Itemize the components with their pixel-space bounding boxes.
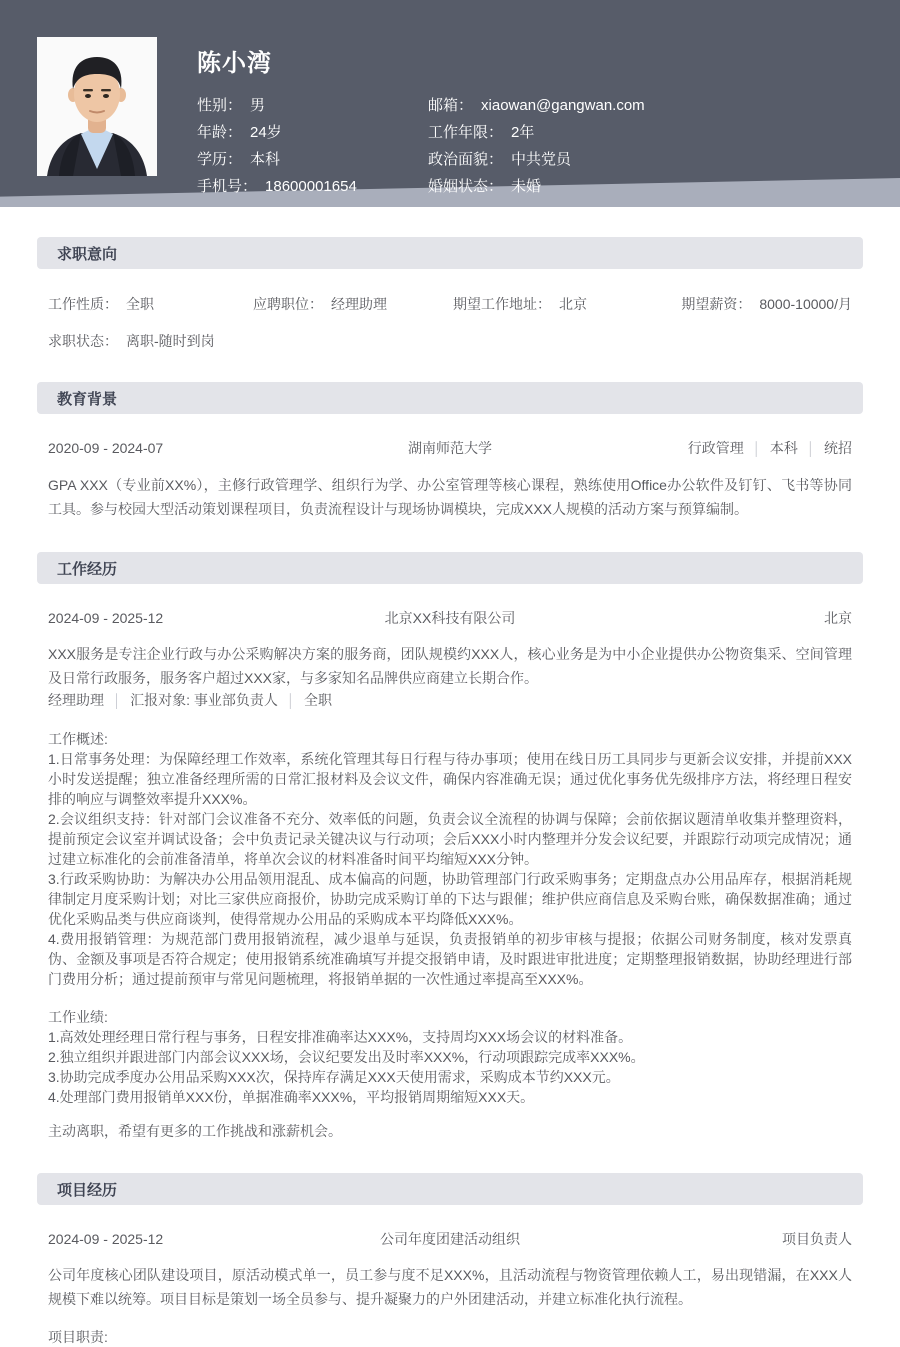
work-result-item: 1.高效处理经理日常行程与事务，日程安排准确率达XXX%，支持周均XXX场会议的材料准备。 — [48, 1029, 633, 1045]
info-work-years: 工作年限： 2年 — [428, 124, 535, 141]
work-overview-item: 2.会议组织支持：针对部门会议准备不充分、效率低的问题，负责会议全流程的协调与保障；会前依据议题清单收集并整理资料，提前预定会议室并调试设备；会中负责记录关键决议与行动项；会后XXX小时内整理并分发会议纪要，并跟踪行动项完成情况；通过建立标准化的会前准备清单，将单次会议的材料准备时间平均缩短XXX分钟。 — [48, 811, 852, 867]
project-name: 公司年度团建活动组织 — [380, 1231, 520, 1247]
section-project-bar — [37, 1173, 863, 1205]
work-results-heading: 工作业绩: — [48, 1009, 108, 1025]
section-job-intention-bar — [37, 237, 863, 269]
education-period: 2020-09 - 2024-07 — [48, 440, 164, 456]
info-political-status: 政治面貌： 中共党员 — [428, 151, 572, 168]
work-result-item: 3.协助完成季度办公用品采购XXX次，保持库存满足XXX天使用需求，采购成本节约XXX元。 — [48, 1069, 620, 1085]
info-degree: 学历： 本科 — [197, 151, 281, 168]
profile-photo — [37, 37, 157, 176]
work-result-item: 2.独立组织并跟进部门内部会议XXX场，会议纪要发出及时率XXX%，行动项跟踪完成率XXX%。 — [48, 1049, 645, 1065]
info-phone: 手机号： 18600001654 — [197, 178, 357, 195]
education-school: 湖南师范大学 — [408, 440, 492, 456]
project-entry-row — [48, 1229, 852, 1249]
personal-info — [197, 92, 860, 200]
work-result-item: 4.处理部门费用报销单XXX份，单据准确率XXX%，平均报销周期缩短XXX天。 — [48, 1089, 535, 1105]
education-major: 行政管理 — [687, 440, 744, 456]
education-entry-row — [48, 438, 852, 459]
education-degree: │ 本科 — [744, 440, 798, 456]
work-location: 北京 — [824, 610, 852, 626]
work-report-to: │ 汇报对象: 事业部负责人 — [104, 692, 278, 708]
candidate-name: 陈小湾 — [197, 50, 272, 77]
leave-reason: 主动离职，希望有更多的工作挑战和涨薪机会。 — [48, 1123, 342, 1139]
project-description: 公司年度核心团队建设项目，原活动模式单一，员工参与度不足XXX%，且活动流程与物资管理依赖人工，易出现错漏，在XXX人规模下难以统筹。项目目标是策划一场全员参与、提升凝聚力的户外团建活动，并建立标准化执行流程。 — [48, 1267, 852, 1307]
project-duty-heading: 项目职责: — [48, 1329, 108, 1345]
info-gender: 性别： 男 — [197, 97, 266, 114]
info-email: 邮箱： xiaowan@gangwan.com — [428, 97, 645, 114]
work-period: 2024-09 - 2025-12 — [48, 610, 164, 626]
info-age: 年龄： 24岁 — [197, 124, 282, 141]
info-marital-status: 婚姻状态： 未婚 — [428, 178, 542, 195]
field-job-type: 工作性质： 全职 — [48, 296, 154, 312]
work-position: 经理助理 — [48, 692, 104, 708]
section-work-bar — [37, 552, 863, 584]
section-work-title: 工作经历 — [57, 560, 118, 578]
education-enrollment-type: │ 统招 — [798, 440, 852, 456]
project-role: 项目负责人 — [782, 1231, 852, 1247]
section-project-title: 项目经历 — [57, 1181, 118, 1199]
field-target-city: 期望工作地址： 北京 — [453, 296, 587, 312]
project-content — [48, 1229, 852, 1347]
work-company: 北京XX科技有限公司 — [384, 610, 516, 626]
work-results-block — [48, 1007, 852, 1107]
education-tags — [632, 438, 852, 459]
section-education-title: 教育背景 — [57, 390, 118, 408]
company-intro: XXX服务是专注企业行政与办公采购解决方案的服务商，团队规模约XXX人，核心业务是为中小企业提供办公物资集采、空间管理及日常行政服务，服务客户超过XXX家，与多家知名品牌供应商建立长期合作。 — [48, 646, 852, 686]
work-overview-item: 4.费用报销管理：为规范部门费用报销流程，减少退单与延误，负责报销单的初步审核与提报；依据公司财务制度，核对发票真伪、金额及事项是否符合规定；使用报销系统准确填写并提交报销申请，及时跟进审批进度；定期整理报销数据，协助经理进行部门费用分析；通过提前预审与常见问题梳理，将报销单据的一次性通过率提高至XXX%。 — [48, 931, 852, 987]
work-entry-row — [48, 608, 852, 628]
work-overview-heading: 工作概述: — [48, 731, 108, 747]
education-description: GPA XXX（专业前XX%），主修行政管理学、组织行为学、办公室管理等核心课程，熟练使用Office办公软件及钉钉、飞书等协同工具。参与校园大型活动策划课程项目，负责流程设计与现场协调模块，完成XXX人规模的活动方案与预算编制。 — [48, 477, 852, 517]
field-job-status: 求职状态： 离职-随时到岗 — [48, 333, 215, 349]
work-overview-item: 3.行政采购协助：为解决办公用品领用混乱、成本偏高的问题，协助管理部门行政采购事务；定期盘点办公用品库存，根据消耗规律制定月度采购计划；对比三家供应商报价，协助完成采购订单的下达与跟催；维护供应商信息及采购台账，确保数据准确；通过优化采购品类与供应商谈判，使得常规办公用品的采购成本平均降低XXX%。 — [48, 871, 852, 927]
field-target-position: 应聘职位： 经理助理 — [253, 296, 387, 312]
job-intention-content — [48, 294, 852, 351]
work-overview-block — [48, 729, 852, 989]
project-period: 2024-09 - 2025-12 — [48, 1231, 164, 1247]
work-content — [48, 608, 852, 1141]
section-education-bar — [37, 382, 863, 414]
section-job-intention-title: 求职意向 — [57, 245, 118, 263]
field-expected-salary: 期望薪资： 8000-10000/月 — [681, 296, 852, 312]
work-meta-row — [48, 692, 332, 708]
portrait-illustration — [37, 37, 157, 176]
resume-header — [0, 0, 900, 207]
work-overview-item: 1.日常事务处理：为保障经理工作效率，系统化管理其每日行程与待办事项；使用在线日历工具同步与更新会议安排，并提前XXX小时发送提醒；独立准备经理所需的日常汇报材料及会议文件，确保内容准确无误；通过优化事务优先级排序方法，将经理日程安排的响应与调整效率提升XXX%。 — [48, 751, 852, 807]
education-content — [48, 438, 852, 521]
work-employment-type: │ 全职 — [278, 692, 332, 708]
